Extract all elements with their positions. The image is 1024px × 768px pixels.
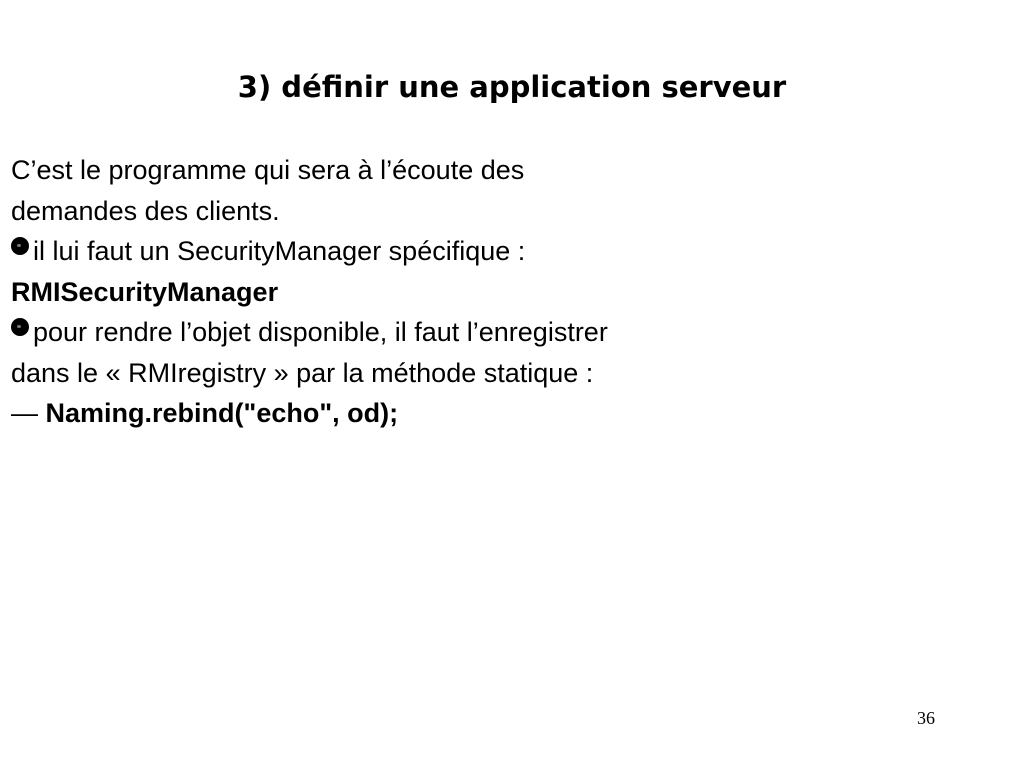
code-snippet: Naming.rebind("echo", od);	[45, 398, 399, 428]
registry-line-2: dans le « RMIregistry » par la méthode statique :	[11, 357, 594, 388]
intro-line-1: C’est le programme qui sera à l’écoute des	[11, 155, 525, 185]
bullet-text-registry: pour rendre l’objet disponible, il faut l’enregistrer	[33, 317, 608, 347]
code-line	[11, 393, 1001, 434]
slide-body	[11, 150, 1001, 434]
bullet-item-registry	[11, 312, 1001, 353]
page-number: 36	[917, 708, 935, 728]
intro-line-2: demandes des clients.	[11, 195, 280, 226]
bullet-icon	[11, 318, 29, 336]
rmi-security-manager-label: RMISecurityManager	[11, 276, 279, 307]
em-dash: —	[11, 398, 38, 428]
slide-title: 3) définir une application serveur	[237, 70, 787, 104]
bullet-item-security-manager	[11, 231, 1001, 272]
bullet-icon	[11, 237, 29, 255]
bullet-text-security-manager: il lui faut un SecurityManager spécifique :	[33, 236, 526, 266]
